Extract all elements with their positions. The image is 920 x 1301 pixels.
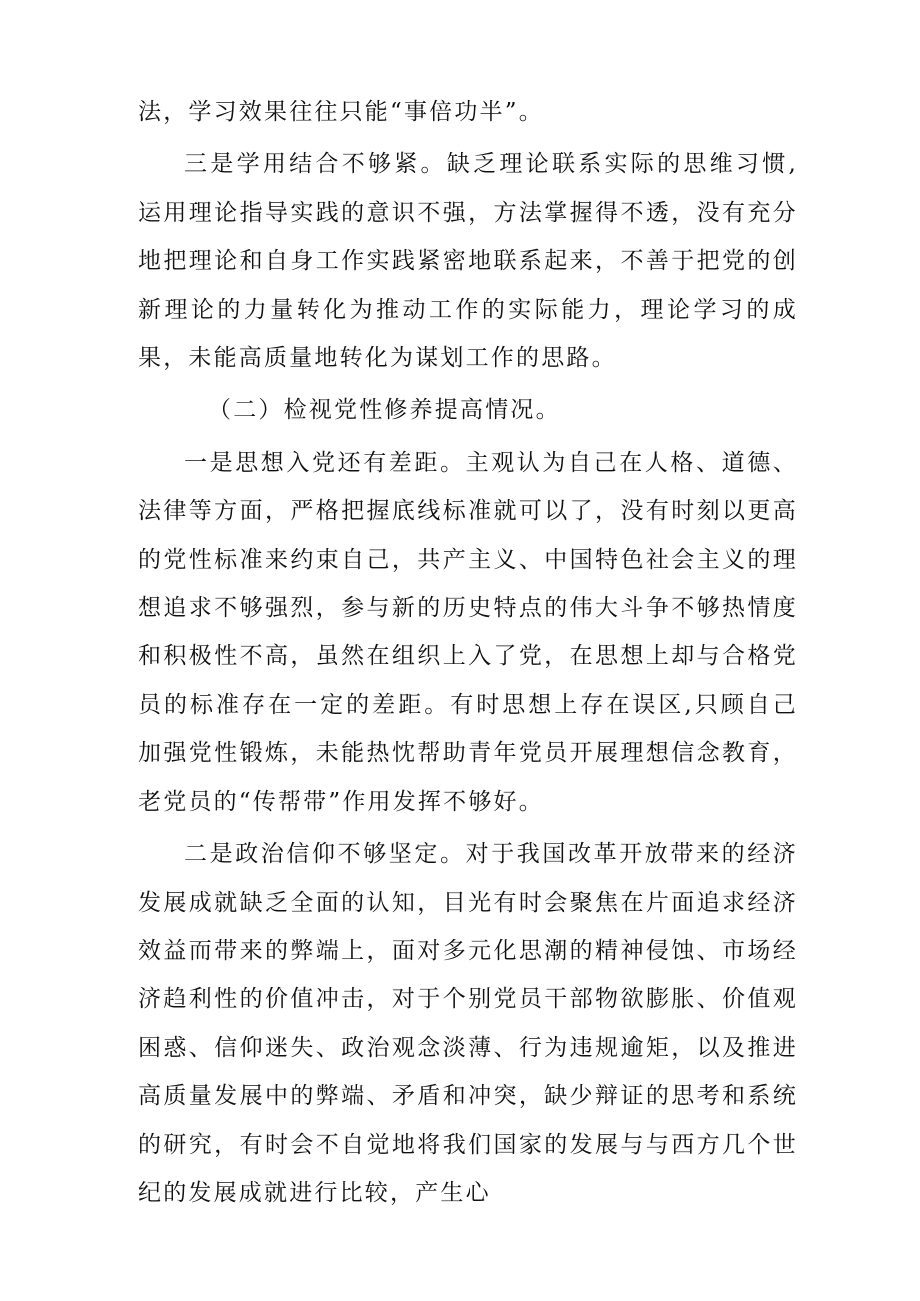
paragraph-continuation: 法，学习效果往往只能“事倍功半”。 — [138, 99, 544, 125]
paragraph-ideological-gap: 一是思想入党还有差距。主观认为自己在人格、道德、法律等方面，严格把握底线标准就可以了，没有时刻以更高的党性标准来约束自己，共产主义、中国特色社会主义的理想追求不够强烈，参与新的历史特点的伟大斗争不够热情度和积极性不高，虽然在组织上入了党，在思想上却与合格党员的标准存在一定的差距。有时思想上存在误区,只顾自己加强党性锻炼，未能热忱帮助青年党员开展理想信念教育，老党员的“传帮带”作用发挥不够好。 — [138, 449, 798, 815]
document-body — [138, 88, 798, 1217]
section-heading-party-spirit: （二）检视党性修养提高情况。 — [208, 397, 561, 424]
paragraph-political-belief: 二是政治信仰不够坚定。对于我国改革开放带来的经济发展成就缺乏全面的认知，目光有时会聚焦在片面追求经济效益而带来的弊端上，面对多元化思潮的精神侵蚀、市场经济趋利性的价值冲击，对于个别党员干部物欲膨胀、价值观困惑、信仰迷失、政治观念淡薄、行为违规逾矩，以及推进高质量发展中的弊端、矛盾和冲突，缺少辩证的思考和系统的研究，有时会不自觉地将我们国家的发展与与西方几个世纪的发展成就进行比较，产生心 — [138, 841, 798, 1206]
paragraph-study-application: 三是学用结合不够紧。缺乏理论联系实际的思维习惯,运用理论指导实践的意识不强，方法掌握得不透，没有充分地把理论和自身工作实践紧密地联系起来，不善于把党的创新理论的力量转化为推动工作的实际能力，理论学习的成果，未能高质量地转化为谋划工作的思路。 — [138, 151, 798, 372]
